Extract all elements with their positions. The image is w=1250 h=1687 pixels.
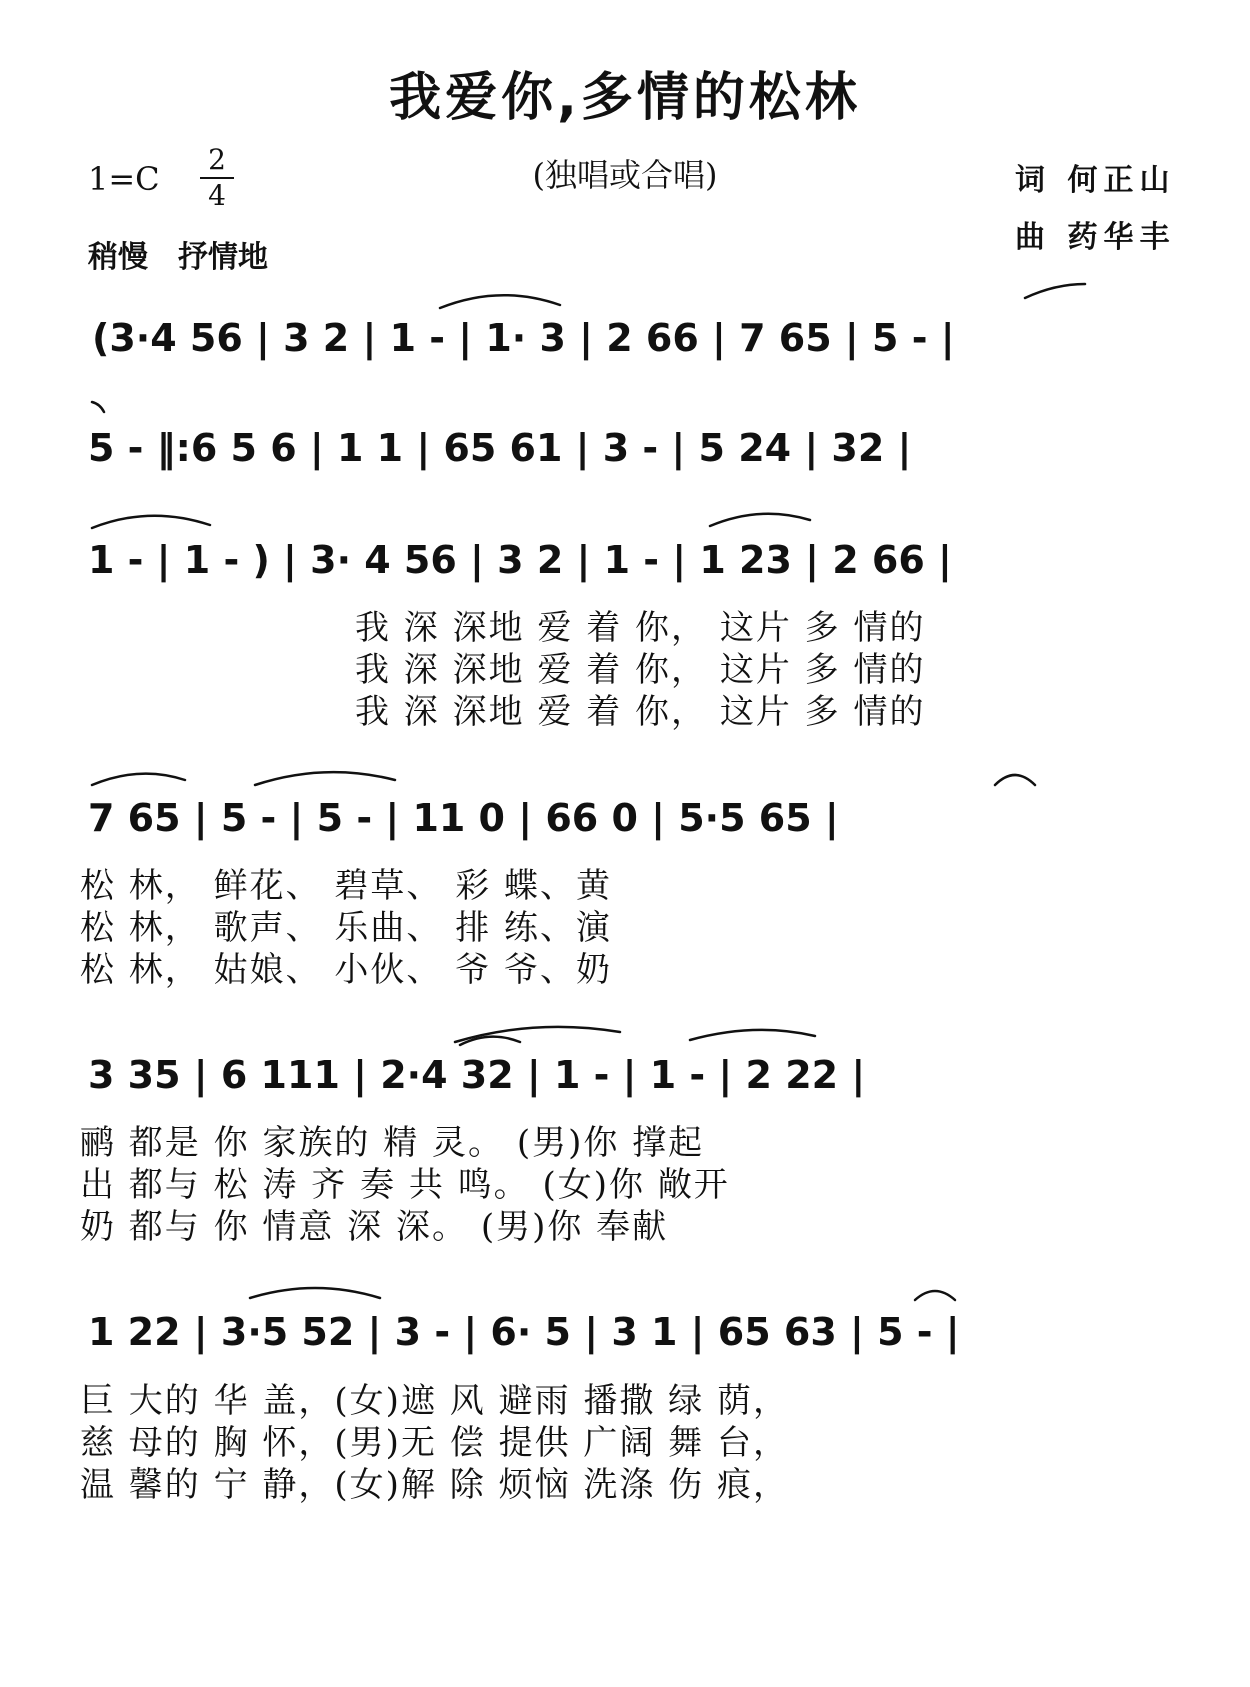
lyricist-credit: 词 何正山 — [1015, 163, 1176, 198]
song-subtitle: (独唱或合唱) — [532, 156, 718, 194]
time-numerator: 2 — [208, 143, 226, 176]
song-title: 我爱你,多情的松林 — [389, 68, 861, 128]
staff-row-3-notes: 1 - | 1 - ) | 3· 4 56 | 3 2 | 1 - | 1 23 | 2 66 | — [88, 538, 952, 582]
row-5-lyric-verse-2: 出 都与 松 涛 齐 奏 共 鸣。 (女)你 敞开 — [80, 1165, 730, 1205]
staff-row-1-notes: (3·4 56 | 3 2 | 1 - | 1· 3 | 2 66 | 7 65 | 5 - | — [92, 316, 955, 360]
row-3-lyric-verse-2: 我 深 深地 爱 着 你， 这片 多 情的 — [355, 650, 926, 690]
row-6-lyric-verse-2: 慈 母的 胸 怀，(男)无 偿 提供 广阔 舞 台， — [80, 1423, 789, 1463]
key-signature: 1=C — [88, 160, 160, 198]
row-3-lyric-verse-1: 我 深 深地 爱 着 你， 这片 多 情的 — [355, 608, 926, 648]
row-3-lyric-verse-3: 我 深 深地 爱 着 你， 这片 多 情的 — [355, 692, 926, 732]
time-denominator: 4 — [208, 179, 226, 212]
staff-row-4-notes: 7 65 | 5 - | 5 - | 11 0 | 66 0 | 5·5 65 | — [88, 796, 839, 840]
row-4-lyric-verse-2: 松 林， 歌声、 乐曲、 排 练、演 — [80, 908, 613, 948]
row-5-lyric-verse-1: 鹂 都是 你 家族的 精 灵。 (男)你 撑起 — [80, 1123, 705, 1163]
staff-row-2-notes: 5 - ‖:6 5 6 | 1 1 | 65 61 | 3 - | 5 24 | 32 | — [88, 426, 912, 470]
composer-credit: 曲 药华丰 — [1015, 220, 1176, 255]
staff-row-6-notes: 1 22 | 3·5 52 | 3 - | 6· 5 | 3 1 | 65 63 | 5 - | — [88, 1310, 960, 1354]
tempo-marking: 稍慢 抒情地 — [88, 240, 268, 275]
row-4-lyric-verse-3: 松 林， 姑娘、 小伙、 爷 爷、奶 — [80, 950, 613, 990]
row-6-lyric-verse-1: 巨 大的 华 盖，(女)遮 风 避雨 播撒 绿 荫， — [80, 1381, 789, 1421]
row-5-lyric-verse-3: 奶 都与 你 情意 深 深。 (男)你 奉献 — [80, 1207, 669, 1247]
row-4-lyric-verse-1: 松 林， 鲜花、 碧草、 彩 蝶、黄 — [80, 866, 613, 906]
row-6-lyric-verse-3: 温 馨的 宁 静，(女)解 除 烦恼 洗涤 伤 痕， — [80, 1465, 789, 1505]
staff-row-5-notes: 3 35 | 6 111 | 2·4 32 | 1 - | 1 - | 2 22 | — [88, 1053, 866, 1097]
